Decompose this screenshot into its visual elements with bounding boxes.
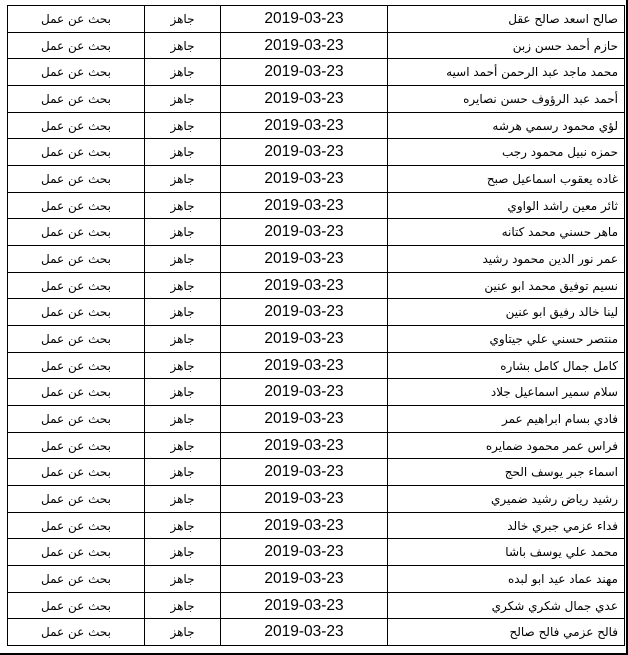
status-cell: جاهز: [145, 272, 221, 299]
date-cell: 2019-03-23: [221, 619, 388, 646]
status-cell: جاهز: [145, 566, 221, 593]
status-cell: جاهز: [145, 619, 221, 646]
table-row: [8, 86, 625, 113]
person-name-cell: حمزه نبيل محمود رجب: [388, 139, 625, 166]
date-cell: 2019-03-23: [221, 112, 388, 139]
person-name-cell: غاده يعقوب اسماعيل صبح: [388, 166, 625, 193]
note-cell: بحث عن عمل: [8, 619, 145, 646]
person-name-cell: لينا خالد رفيق ابو عنين: [388, 299, 625, 326]
note-cell: بحث عن عمل: [8, 486, 145, 513]
status-cell: جاهز: [145, 139, 221, 166]
note-cell: بحث عن عمل: [8, 592, 145, 619]
status-cell: جاهز: [145, 192, 221, 219]
note-cell: بحث عن عمل: [8, 86, 145, 113]
date-cell: 2019-03-23: [221, 512, 388, 539]
date-cell: 2019-03-23: [221, 272, 388, 299]
person-name-cell: مهند عماد عيد ابو لبده: [388, 566, 625, 593]
note-cell: بحث عن عمل: [8, 432, 145, 459]
note-cell: بحث عن عمل: [8, 326, 145, 353]
person-name-cell: عدي جمال شكري شكري: [388, 592, 625, 619]
note-cell: بحث عن عمل: [8, 566, 145, 593]
date-cell: 2019-03-23: [221, 246, 388, 273]
status-cell: جاهز: [145, 379, 221, 406]
note-cell: بحث عن عمل: [8, 299, 145, 326]
status-cell: جاهز: [145, 406, 221, 433]
status-cell: جاهز: [145, 219, 221, 246]
table-row: [8, 566, 625, 593]
date-cell: 2019-03-23: [221, 326, 388, 353]
person-name-cell: حازم أحمد حسن زبن: [388, 32, 625, 59]
note-cell: بحث عن عمل: [8, 59, 145, 86]
note-cell: بحث عن عمل: [8, 139, 145, 166]
table-row: [8, 192, 625, 219]
person-name-cell: محمد علي يوسف باشا: [388, 539, 625, 566]
person-name-cell: فداء عزمي جبري خالد: [388, 512, 625, 539]
note-cell: بحث عن عمل: [8, 166, 145, 193]
table-row: [8, 59, 625, 86]
table-row: [8, 432, 625, 459]
date-cell: 2019-03-23: [221, 432, 388, 459]
table-row: [8, 379, 625, 406]
status-cell: جاهز: [145, 32, 221, 59]
person-name-cell: أحمد عبد الرؤوف حسن نصايره: [388, 86, 625, 113]
table-row: [8, 619, 625, 646]
date-cell: 2019-03-23: [221, 566, 388, 593]
date-cell: 2019-03-23: [221, 86, 388, 113]
note-cell: بحث عن عمل: [8, 219, 145, 246]
date-cell: 2019-03-23: [221, 539, 388, 566]
table-row: [8, 326, 625, 353]
table-row: [8, 592, 625, 619]
table-row: [8, 139, 625, 166]
table-row: [8, 406, 625, 433]
table-row: [8, 166, 625, 193]
note-cell: بحث عن عمل: [8, 246, 145, 273]
person-name-cell: محمد ماجد عبد الرحمن أحمد اسيه: [388, 59, 625, 86]
note-cell: بحث عن عمل: [8, 272, 145, 299]
date-cell: 2019-03-23: [221, 352, 388, 379]
date-cell: 2019-03-23: [221, 379, 388, 406]
status-cell: جاهز: [145, 459, 221, 486]
status-cell: جاهز: [145, 246, 221, 273]
note-cell: بحث عن عمل: [8, 6, 145, 33]
status-cell: جاهز: [145, 326, 221, 353]
date-cell: 2019-03-23: [221, 486, 388, 513]
person-name-cell: منتصر حسني علي جيتاوي: [388, 326, 625, 353]
date-cell: 2019-03-23: [221, 59, 388, 86]
person-name-cell: لؤي محمود رسمي هرشه: [388, 112, 625, 139]
status-cell: جاهز: [145, 592, 221, 619]
date-cell: 2019-03-23: [221, 459, 388, 486]
date-cell: 2019-03-23: [221, 139, 388, 166]
person-name-cell: سلام سمير اسماعيل جلاد: [388, 379, 625, 406]
person-name-cell: عمر نور الدين محمود رشيد: [388, 246, 625, 273]
note-cell: بحث عن عمل: [8, 112, 145, 139]
date-cell: 2019-03-23: [221, 6, 388, 33]
table-row: [8, 299, 625, 326]
note-cell: بحث عن عمل: [8, 379, 145, 406]
note-cell: بحث عن عمل: [8, 192, 145, 219]
date-cell: 2019-03-23: [221, 192, 388, 219]
date-cell: 2019-03-23: [221, 219, 388, 246]
date-cell: 2019-03-23: [221, 406, 388, 433]
records-table-body: [8, 6, 625, 646]
table-row: [8, 219, 625, 246]
status-cell: جاهز: [145, 512, 221, 539]
table-row: [8, 539, 625, 566]
status-cell: جاهز: [145, 166, 221, 193]
person-name-cell: ماهر حسني محمد كتانه: [388, 219, 625, 246]
table-row: [8, 246, 625, 273]
date-cell: 2019-03-23: [221, 299, 388, 326]
table-row: [8, 486, 625, 513]
status-cell: جاهز: [145, 352, 221, 379]
date-cell: 2019-03-23: [221, 32, 388, 59]
person-name-cell: صالح اسعد صالح عقل: [388, 6, 625, 33]
records-table: [7, 5, 625, 646]
note-cell: بحث عن عمل: [8, 406, 145, 433]
status-cell: جاهز: [145, 432, 221, 459]
status-cell: جاهز: [145, 486, 221, 513]
note-cell: بحث عن عمل: [8, 352, 145, 379]
person-name-cell: فالح عزمي فالح صالح: [388, 619, 625, 646]
table-row: [8, 459, 625, 486]
note-cell: بحث عن عمل: [8, 512, 145, 539]
person-name-cell: نسيم توفيق محمد ابو عنين: [388, 272, 625, 299]
note-cell: بحث عن عمل: [8, 539, 145, 566]
table-row: [8, 6, 625, 33]
person-name-cell: كامل جمال كامل بشاره: [388, 352, 625, 379]
note-cell: بحث عن عمل: [8, 32, 145, 59]
person-name-cell: ثائر معين راشد الواوي: [388, 192, 625, 219]
person-name-cell: فراس عمر محمود ضمايره: [388, 432, 625, 459]
person-name-cell: فادي بسام ابراهيم عمر: [388, 406, 625, 433]
note-cell: بحث عن عمل: [8, 459, 145, 486]
status-cell: جاهز: [145, 539, 221, 566]
person-name-cell: اسماء جبر يوسف الحج: [388, 459, 625, 486]
status-cell: جاهز: [145, 59, 221, 86]
date-cell: 2019-03-23: [221, 592, 388, 619]
table-row: [8, 32, 625, 59]
status-cell: جاهز: [145, 112, 221, 139]
table-row: [8, 352, 625, 379]
status-cell: جاهز: [145, 6, 221, 33]
table-row: [8, 272, 625, 299]
table-row: [8, 112, 625, 139]
date-cell: 2019-03-23: [221, 166, 388, 193]
status-cell: جاهز: [145, 299, 221, 326]
person-name-cell: رشيد رياض رشيد ضميري: [388, 486, 625, 513]
status-cell: جاهز: [145, 86, 221, 113]
table-row: [8, 512, 625, 539]
